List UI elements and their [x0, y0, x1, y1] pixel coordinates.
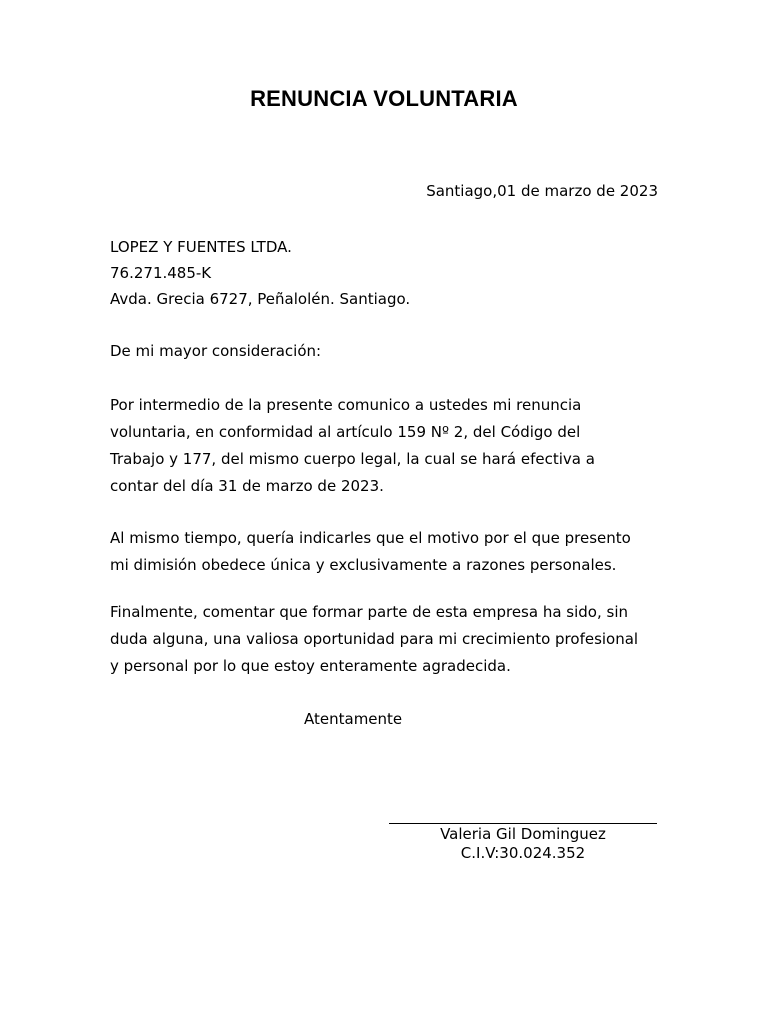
recipient-address: Avda. Grecia 6727, Peñalolén. Santiago.	[110, 290, 411, 308]
paragraph-2	[110, 525, 670, 579]
document-title: RENUNCIA VOLUNTARIA	[250, 86, 518, 111]
paragraph-line: voluntaria, en conformidad al artículo 159 Nº 2, del Código del	[110, 423, 581, 441]
paragraph-line: Al mismo tiempo, quería indicarles que el motivo por el que presento	[110, 529, 631, 547]
date-line: Santiago,01 de marzo de 2023	[426, 182, 658, 200]
paragraph-line: mi dimisión obedece única y exclusivamente a razones personales.	[110, 556, 617, 574]
closing: Atentamente	[304, 710, 403, 728]
paragraph-line: duda alguna, una valiosa oportunidad para mi crecimiento profesional	[110, 630, 639, 648]
recipient-block	[110, 234, 410, 312]
greeting: De mi mayor consideración:	[110, 342, 322, 360]
paragraph-line: Trabajo y 177, del mismo cuerpo legal, la cual se hará efectiva a	[110, 450, 595, 468]
signature-name: Valeria Gil Dominguez	[440, 825, 606, 843]
recipient-company: LOPEZ Y FUENTES LTDA.	[110, 238, 292, 256]
paragraph-line: y personal por lo que estoy enteramente agradecida.	[110, 657, 511, 675]
paragraph-1	[110, 392, 670, 500]
paragraph-line: Por intermedio de la presente comunico a ustedes mi renuncia	[110, 396, 582, 414]
recipient-rut: 76.271.485-K	[110, 264, 212, 282]
signature-line	[389, 823, 657, 824]
paragraph-line: contar del día 31 de marzo de 2023.	[110, 477, 384, 495]
paragraph-3	[110, 599, 670, 680]
paragraph-line: Finalmente, comentar que formar parte de esta empresa ha sido, sin	[110, 603, 629, 621]
signature-block	[389, 825, 657, 863]
signature-id: C.I.V:30.024.352	[460, 844, 586, 862]
